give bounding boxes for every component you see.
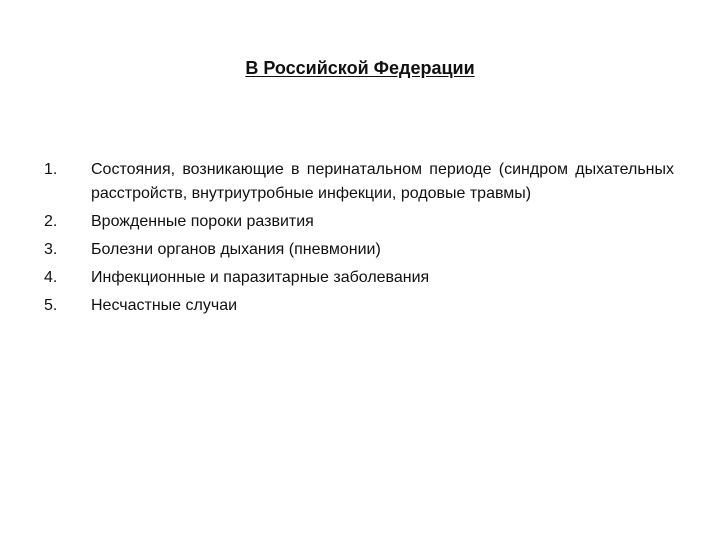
list-item-text: Врожденные пороки развития — [91, 213, 314, 230]
list-item — [44, 294, 674, 318]
list-item-text: Инфекционные и паразитарные заболевания — [91, 269, 430, 286]
list-item-text: Болезни органов дыхания (пневмонии) — [91, 241, 381, 258]
list-item — [44, 158, 674, 206]
list-item-text: Несчастные случаи — [91, 297, 238, 314]
list-item-text: Состояния, возникающие в перинатальном периоде (синдром дыхательных расстройств, внутриутробные инфекции, родовые травмы) — [91, 161, 674, 202]
list-item-number: 3. — [44, 241, 58, 258]
numbered-list — [44, 158, 674, 322]
list-item — [44, 238, 674, 262]
list-item — [44, 266, 674, 290]
list-item-number: 4. — [44, 269, 58, 286]
list-item-number: 1. — [44, 161, 58, 178]
list-item — [44, 210, 674, 234]
slide-title: В Российской Федерации — [245, 58, 475, 78]
list-item-number: 2. — [44, 213, 58, 230]
list-item-number: 5. — [44, 297, 58, 314]
